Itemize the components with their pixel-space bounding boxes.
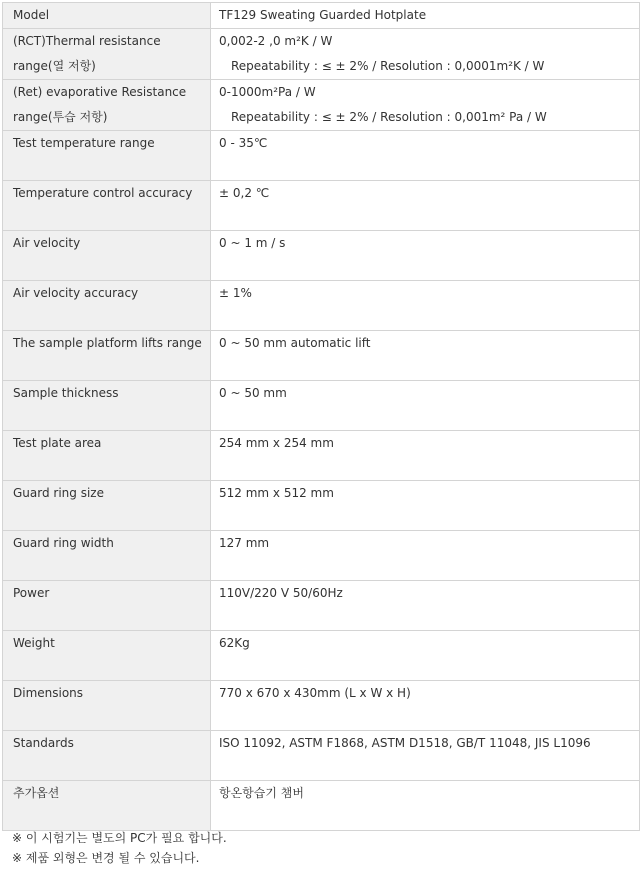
spec-label-text: 추가옵션 <box>13 786 60 800</box>
spec-label-text: Dimensions <box>13 686 84 700</box>
spec-label-cell <box>3 231 211 281</box>
table-row <box>3 631 640 681</box>
spec-label-text: Guard ring width <box>13 536 114 550</box>
spec-label-cell <box>3 731 211 781</box>
table-row <box>3 29 640 80</box>
table-row <box>3 3 640 29</box>
table-row <box>3 431 640 481</box>
spec-label-text: Air velocity accuracy <box>13 286 139 300</box>
spec-value-text: ISO 11092, ASTM F1868, ASTM D1518, GB/T 11048, JIS L1096 <box>219 736 591 750</box>
spec-label-cell <box>3 531 211 581</box>
spec-value-cell <box>211 331 640 381</box>
spec-label-cell <box>3 281 211 331</box>
spec-value-text: 항온항습기 챔버 <box>219 786 304 800</box>
spec-value-cell <box>211 381 640 431</box>
spec-label-text: The sample platform lifts range <box>13 336 202 350</box>
table-row <box>3 381 640 431</box>
spec-value-text: 512 mm x 512 mm <box>219 486 334 500</box>
spec-value-cell <box>211 481 640 531</box>
spec-value-text: 770 x 670 x 430mm (L x W x H) <box>219 686 411 700</box>
spec-value-text: 0-1000m²Pa / W <box>219 85 316 99</box>
table-row <box>3 281 640 331</box>
spec-value-text: TF129 Sweating Guarded Hotplate <box>219 8 427 22</box>
spec-label-text: Weight <box>13 636 55 650</box>
spec-label-text: range(열 저항) <box>13 59 96 73</box>
table-row <box>3 331 640 381</box>
spec-label-text: Power <box>13 586 50 600</box>
spec-label-text: Sample thickness <box>13 386 119 400</box>
spec-value-cell <box>211 131 640 181</box>
spec-label-text: Temperature control accuracy <box>13 186 193 200</box>
spec-label-text: Air velocity <box>13 236 81 250</box>
spec-label-cell <box>3 581 211 631</box>
spec-label-text: (Ret) evaporative Resistance <box>13 85 187 99</box>
spec-label-cell <box>3 181 211 231</box>
spec-value-text: ± 0,2 ℃ <box>219 186 270 200</box>
spec-label-cell <box>3 131 211 181</box>
spec-value-text: 0 ~ 1 m / s <box>219 236 286 250</box>
spec-label-cell <box>3 681 211 731</box>
spec-label-cell <box>3 431 211 481</box>
spec-label-text: Model <box>13 8 50 22</box>
table-row <box>3 531 640 581</box>
spec-label-cell <box>3 481 211 531</box>
spec-table <box>2 2 640 831</box>
notes <box>12 828 227 868</box>
spec-label-cell <box>3 3 211 29</box>
spec-label-text: range(투습 저항) <box>13 110 108 124</box>
table-row <box>3 481 640 531</box>
spec-value-text: 127 mm <box>219 536 270 550</box>
spec-value-cell <box>211 731 640 781</box>
spec-label-cell <box>3 331 211 381</box>
table-row <box>3 681 640 731</box>
spec-label-cell <box>3 29 211 80</box>
table-row <box>3 181 640 231</box>
spec-value-text: 0,002-2 ,0 m²K / W <box>219 34 333 48</box>
spec-label-text: Test plate area <box>13 436 102 450</box>
spec-value-text: Repeatability : ≤ ± 2% / Resolution : 0,0001m²K / W <box>231 59 545 73</box>
spec-label-cell <box>3 631 211 681</box>
spec-value-cell <box>211 681 640 731</box>
table-row <box>3 231 640 281</box>
spec-value-text: 62Kg <box>219 636 250 650</box>
table-row <box>3 781 640 831</box>
spec-value-text: 254 mm x 254 mm <box>219 436 334 450</box>
spec-value-cell <box>211 29 640 80</box>
spec-label-text: Guard ring size <box>13 486 104 500</box>
note-pc-required: ※ 이 시험기는 별도의 PC가 필요 합니다. <box>12 831 227 845</box>
spec-value-text: 0 ~ 50 mm automatic lift <box>219 336 371 350</box>
spec-value-cell <box>211 3 640 29</box>
spec-value-cell <box>211 631 640 681</box>
spec-value-cell <box>211 80 640 131</box>
spec-label-cell <box>3 80 211 131</box>
spec-value-cell <box>211 531 640 581</box>
spec-value-cell <box>211 181 640 231</box>
spec-value-cell <box>211 581 640 631</box>
table-row <box>3 131 640 181</box>
spec-value-cell <box>211 281 640 331</box>
spec-value-text: 110V/220 V 50/60Hz <box>219 586 343 600</box>
spec-value-text: 0 ~ 50 mm <box>219 386 287 400</box>
spec-value-text: ± 1% <box>219 286 252 300</box>
table-row <box>3 80 640 131</box>
spec-label-text: Test temperature range <box>13 136 155 150</box>
spec-label-text: Standards <box>13 736 74 750</box>
spec-label-cell <box>3 381 211 431</box>
table-row <box>3 581 640 631</box>
note-appearance-change: ※ 제품 외형은 변경 될 수 있습니다. <box>12 851 200 865</box>
spec-value-cell <box>211 781 640 831</box>
spec-label-text: (RCT)Thermal resistance <box>13 34 161 48</box>
spec-value-cell <box>211 431 640 481</box>
spec-value-cell <box>211 231 640 281</box>
spec-value-text: Repeatability : ≤ ± 2% / Resolution : 0,001m² Pa / W <box>231 110 547 124</box>
spec-label-cell <box>3 781 211 831</box>
spec-value-text: 0 - 35℃ <box>219 136 268 150</box>
table-row <box>3 731 640 781</box>
